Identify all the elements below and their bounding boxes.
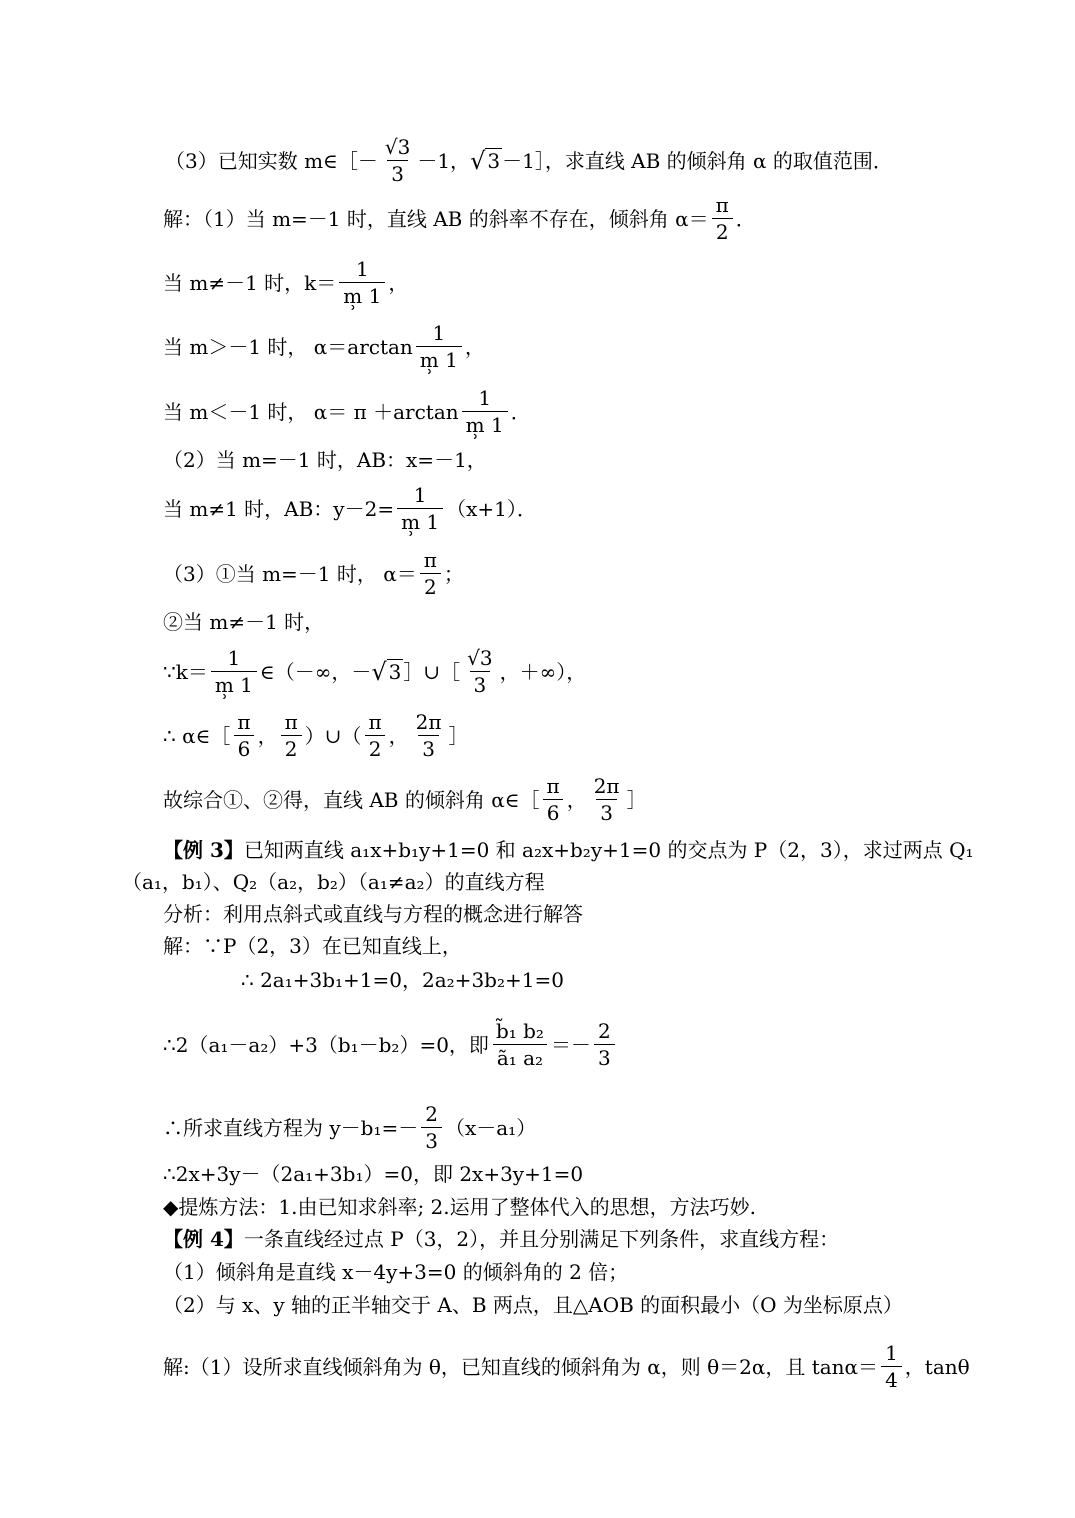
text: ∴2（a₁－a₂）+3（b₁－b₂）=0，即 [163, 1032, 489, 1057]
denominator: 3 [470, 671, 491, 698]
fraction [416, 320, 462, 373]
fraction [594, 1018, 615, 1071]
text: ＝－ [550, 1032, 591, 1057]
problem-part-3-line [165, 134, 893, 187]
text: 故综合①、②得，直线 AB 的倾斜角 α∈［ [163, 787, 540, 812]
text: （a₁，b₁）、Q₂（a₂，b₂）（a₁≠a₂）的直线方程 [122, 870, 545, 894]
denominator: m̹ 1 [416, 346, 462, 373]
numerator: 2π [415, 710, 442, 734]
numerator: 1 [432, 321, 446, 345]
numerator: 1 [413, 483, 427, 507]
solution-line [163, 385, 531, 438]
solution-line [163, 608, 324, 636]
denominator: 2 [712, 218, 733, 245]
numerator: √3 [384, 135, 411, 159]
solution-line [163, 773, 647, 826]
solution-line [163, 1101, 536, 1154]
text: 一条直线经过点 P（3，2），并且分别满足下列条件，求直线方程： [243, 1227, 840, 1251]
text: ②当 m≠－1 时， [163, 610, 325, 634]
denominator: 4 [881, 1366, 902, 1393]
text: 当 m≠－1 时，k＝ [163, 270, 337, 295]
denominator: 3 [418, 735, 439, 762]
solution-line [163, 1018, 618, 1071]
sqrt: √ 3 [371, 658, 402, 686]
solution-line [163, 1340, 970, 1393]
text: （1）倾斜角是直线 x－4y+3=0 的倾斜角的 2 倍； [163, 1260, 629, 1284]
example-label: 【例 3】 [163, 838, 244, 862]
solution-line [163, 1160, 583, 1188]
numerator: π [368, 710, 382, 734]
example-line [163, 1258, 628, 1286]
solution-line [163, 446, 487, 474]
denominator: 3 [387, 160, 408, 187]
denominator: m̹ 1 [339, 282, 385, 309]
numerator: 2 [425, 1102, 438, 1126]
denominator: m̹ 1 [211, 671, 257, 698]
numerator: 1 [227, 646, 241, 670]
numerator: 1 [885, 1341, 898, 1365]
fraction [412, 709, 446, 762]
text: ∴ 2a₁+3b₁+1=0，2a₂+3b₂+1=0 [241, 968, 564, 992]
fraction [590, 773, 624, 826]
text: （3）①当 m=－1 时， α＝ [163, 561, 417, 586]
numerator: π [423, 548, 437, 572]
fraction [211, 645, 257, 698]
sqrt-arg: 3 [388, 660, 402, 684]
fraction [420, 547, 441, 600]
denominator: ã₁ a₂ [493, 1044, 547, 1071]
fraction [233, 709, 254, 762]
numerator: π [284, 710, 298, 734]
text: ， [464, 334, 485, 359]
solution-line [241, 966, 564, 994]
fraction [881, 1340, 902, 1393]
denominator: 2 [281, 735, 302, 762]
numerator: 2π [593, 774, 620, 798]
text: 已知两直线 a₁x+b₁y+1=0 和 a₂x+b₂y+1=0 的交点为 P（2，3），求过两点 Q₁ [243, 838, 974, 862]
text: ∈（－∞，－ [259, 659, 372, 684]
text: 当 m＞－1 时， α＝arctan [163, 334, 413, 359]
denominator: 6 [234, 735, 255, 762]
text: 解：∵P（2，3）在已知直线上， [163, 934, 462, 958]
fraction [543, 773, 564, 826]
denominator: m̹ 1 [397, 508, 443, 535]
example-line [122, 868, 545, 896]
denominator: 2 [420, 573, 441, 600]
numerator: b̃₁ b₂ [495, 1019, 544, 1043]
solution-line [163, 645, 586, 698]
solution-line [163, 547, 464, 600]
text: ， [388, 270, 409, 295]
text: 当 m≠1 时，AB：y－2= [163, 496, 395, 521]
numerator: 1 [478, 386, 492, 410]
text: ，＋∞）， [499, 659, 587, 684]
text: ∴2x+3y－（2a₁+3b₁）=0，即 2x+3y+1=0 [163, 1162, 584, 1186]
denominator: 3 [596, 799, 617, 826]
numerator: 2 [597, 1019, 611, 1043]
example-line [163, 1291, 903, 1319]
text: ， [566, 787, 587, 812]
text: 分析：利用点斜式或直线与方程的概念进行解答 [163, 902, 583, 926]
solution-line [163, 320, 485, 373]
fraction [463, 645, 496, 698]
denominator: 3 [421, 1127, 442, 1154]
text: ． [735, 206, 756, 231]
numerator: π [237, 710, 251, 734]
fraction [281, 709, 302, 762]
text: ］ [626, 787, 647, 812]
solution-line [163, 192, 756, 245]
text: ， [257, 723, 278, 748]
text: ，tanθ [904, 1354, 970, 1379]
numerator: π [546, 774, 560, 798]
fraction [462, 385, 508, 438]
text: ∴ α∈［ [163, 723, 231, 748]
fraction [397, 482, 443, 535]
fraction [364, 709, 385, 762]
text: ］∪［ [403, 659, 461, 684]
solution-line [163, 256, 408, 309]
denominator: 3 [594, 1044, 615, 1071]
denominator: m̹ 1 [462, 411, 508, 438]
fraction [421, 1101, 442, 1154]
example-label: 【例 4】 [163, 1227, 244, 1251]
solution-line [163, 709, 469, 762]
text: －1， [417, 148, 471, 173]
text: 解：（1）当 m=－1 时，直线 AB 的斜率不存在，倾斜角 α＝ [163, 206, 709, 231]
numerator: √3 [467, 646, 493, 670]
text: （x－a₁） [444, 1115, 537, 1140]
numerator: π [715, 193, 729, 217]
fraction [712, 192, 733, 245]
fraction [381, 134, 414, 187]
text: 解:（1）设所求直线倾斜角为 θ，已知直线的倾斜角为 α，则 θ＝2α，且 tanα＝ [163, 1354, 879, 1379]
sqrt-arg: 3 [487, 149, 501, 173]
fraction [492, 1018, 548, 1071]
sqrt: √ 3 [470, 147, 501, 175]
numerator: 1 [355, 257, 369, 281]
example-3-heading [163, 836, 973, 864]
text: ． [510, 399, 531, 424]
method-summary [163, 1193, 756, 1221]
solution-line [163, 932, 462, 960]
text: ∵k＝ [163, 659, 208, 684]
text: ］ [448, 723, 469, 748]
text: （x+1）． [446, 496, 537, 521]
text: （2）与 x、y 轴的正半轴交于 A、B 两点，且△AOB 的面积最小（O 为坐标原点） [163, 1293, 903, 1317]
denominator: 6 [543, 799, 564, 826]
text: （3）已知实数 m∈［－ [165, 148, 378, 173]
text: ◆提炼方法：1.由已知求斜率; 2.运用了整体代入的思想，方法巧妙. [163, 1195, 756, 1219]
text: ， [388, 723, 409, 748]
text: ）∪（ [304, 723, 362, 748]
text: －1］，求直线 AB 的倾斜角 α 的取值范围． [502, 148, 893, 173]
solution-line [163, 482, 537, 535]
fraction [339, 256, 385, 309]
example-4-heading [163, 1225, 839, 1253]
text: （2）当 m=－1 时，AB：x=－1， [163, 448, 487, 472]
text: ； [443, 561, 464, 586]
analysis-line [163, 900, 583, 928]
denominator: 2 [365, 735, 386, 762]
text: 当 m＜－1 时， α＝ π ＋arctan [163, 399, 459, 424]
text: ∴所求直线方程为 y－b₁=－ [163, 1115, 419, 1140]
